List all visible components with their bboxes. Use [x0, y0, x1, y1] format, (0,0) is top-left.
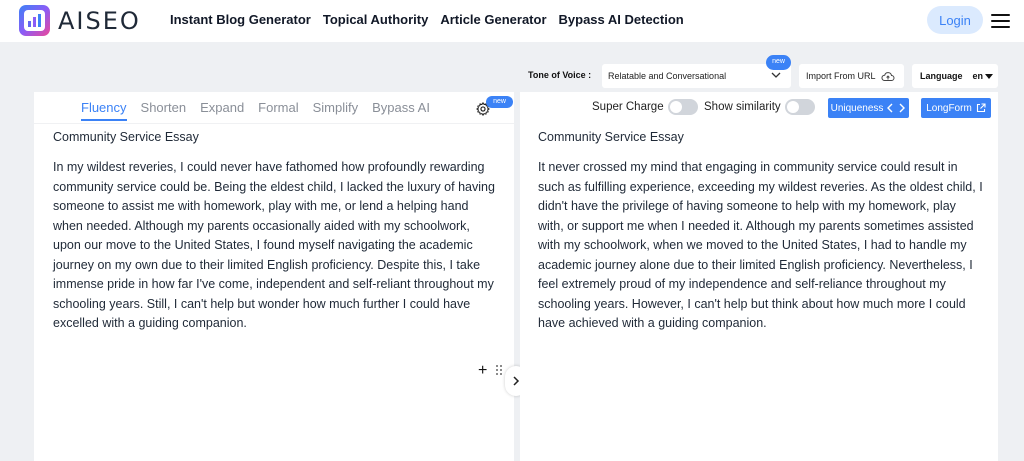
import-from-url-label: Import From URL	[806, 71, 876, 81]
new-badge: new	[766, 55, 791, 70]
super-charge-label: Super Charge	[592, 101, 664, 113]
show-similarity-label: Show similarity	[704, 101, 781, 113]
tab-simplify[interactable]: Simplify	[312, 100, 359, 115]
chevrons-left-right-icon	[886, 103, 906, 113]
output-essay-title: Community Service Essay	[538, 130, 684, 144]
nav-article-generator[interactable]: Article Generator	[440, 12, 547, 27]
main-nav	[170, 12, 684, 27]
tab-fluency[interactable]: Fluency	[81, 100, 127, 121]
language-value: en	[972, 71, 984, 81]
drag-handle-icon[interactable]	[496, 365, 502, 375]
uniqueness-label: Uniqueness	[830, 102, 884, 114]
hamburger-menu-icon[interactable]	[991, 14, 1010, 28]
external-link-icon	[976, 103, 986, 113]
new-badge: new	[486, 96, 513, 108]
essay-title[interactable]: Community Service Essay	[53, 130, 199, 144]
tab-shorten[interactable]: Shorten	[140, 100, 187, 115]
tab-formal[interactable]: Formal	[258, 100, 299, 115]
cloud-upload-icon	[881, 71, 895, 82]
tone-of-voice-select[interactable]	[602, 64, 791, 88]
divider	[34, 123, 514, 124]
longform-button[interactable]	[921, 98, 991, 118]
login-button[interactable]: Login	[927, 6, 983, 34]
tone-of-voice-label: Tone of Voice :	[528, 70, 592, 80]
uniqueness-button[interactable]	[828, 98, 909, 118]
nav-bypass-ai-detection[interactable]: Bypass AI Detection	[558, 12, 684, 27]
language-select[interactable]	[912, 64, 998, 88]
tab-bypass-ai[interactable]: Bypass AI	[372, 100, 430, 115]
brand-name: AISEO	[58, 6, 141, 35]
logo[interactable]	[19, 5, 141, 36]
language-label: Language	[920, 71, 963, 81]
top-navbar	[0, 0, 1024, 42]
nav-topical-authority[interactable]: Topical Authority	[322, 12, 429, 27]
nav-instant-blog-generator[interactable]: Instant Blog Generator	[170, 12, 311, 27]
chevron-right-icon	[512, 376, 520, 386]
show-similarity-toggle-row	[704, 99, 815, 115]
input-text[interactable]: In my wildest reveries, I could never have fathomed how profoundly rewarding community service could be. Being the eldest child, I lacked the luxury of having someone to assist me with homework, play with me, or lend a helping hand when needed. Although my parents occasionally aided with my schoolwork, upon our move to the United States, I found myself navigating the academic journey on my own due to their limited English proficiency. Despite this, I take immense pride in how far I've come, independent and self-reliant throughout my schooling years. Still, I can't help but wonder how much further I could have excelled with a guiding companion.	[53, 160, 495, 330]
show-similarity-toggle[interactable]	[785, 99, 815, 115]
super-charge-toggle-row	[592, 99, 698, 115]
output-text: It never crossed my mind that engaging in community service could result in such as fulfilling experience, exceeding my wildest reveries. As the oldest child, I didn't have the privilege of having someone to help with my homework, play with, or support me when I needed it. Although my parents sometimes assisted with my schoolwork, when we moved to the United States, I had to handle my academic journey alone due to their limited English proficiency. Nevertheless, I feel extremely proud of my independence and self-reliance throughout my schooling years. However, I can't help but think about how much more I could have achieved with a guiding companion.	[538, 160, 983, 330]
chevron-down-icon	[771, 70, 781, 80]
plus-icon[interactable]: +	[478, 362, 488, 379]
caret-down-icon	[985, 74, 993, 79]
logo-icon	[19, 5, 50, 36]
import-from-url-button[interactable]	[799, 64, 904, 88]
mode-tabs	[81, 100, 444, 121]
super-charge-toggle[interactable]	[668, 99, 698, 115]
longform-label: LongForm	[926, 102, 972, 114]
input-panel	[34, 92, 514, 461]
tone-of-voice-value: Relatable and Conversational	[608, 71, 727, 81]
output-panel	[520, 92, 998, 461]
tab-expand[interactable]: Expand	[200, 100, 245, 115]
